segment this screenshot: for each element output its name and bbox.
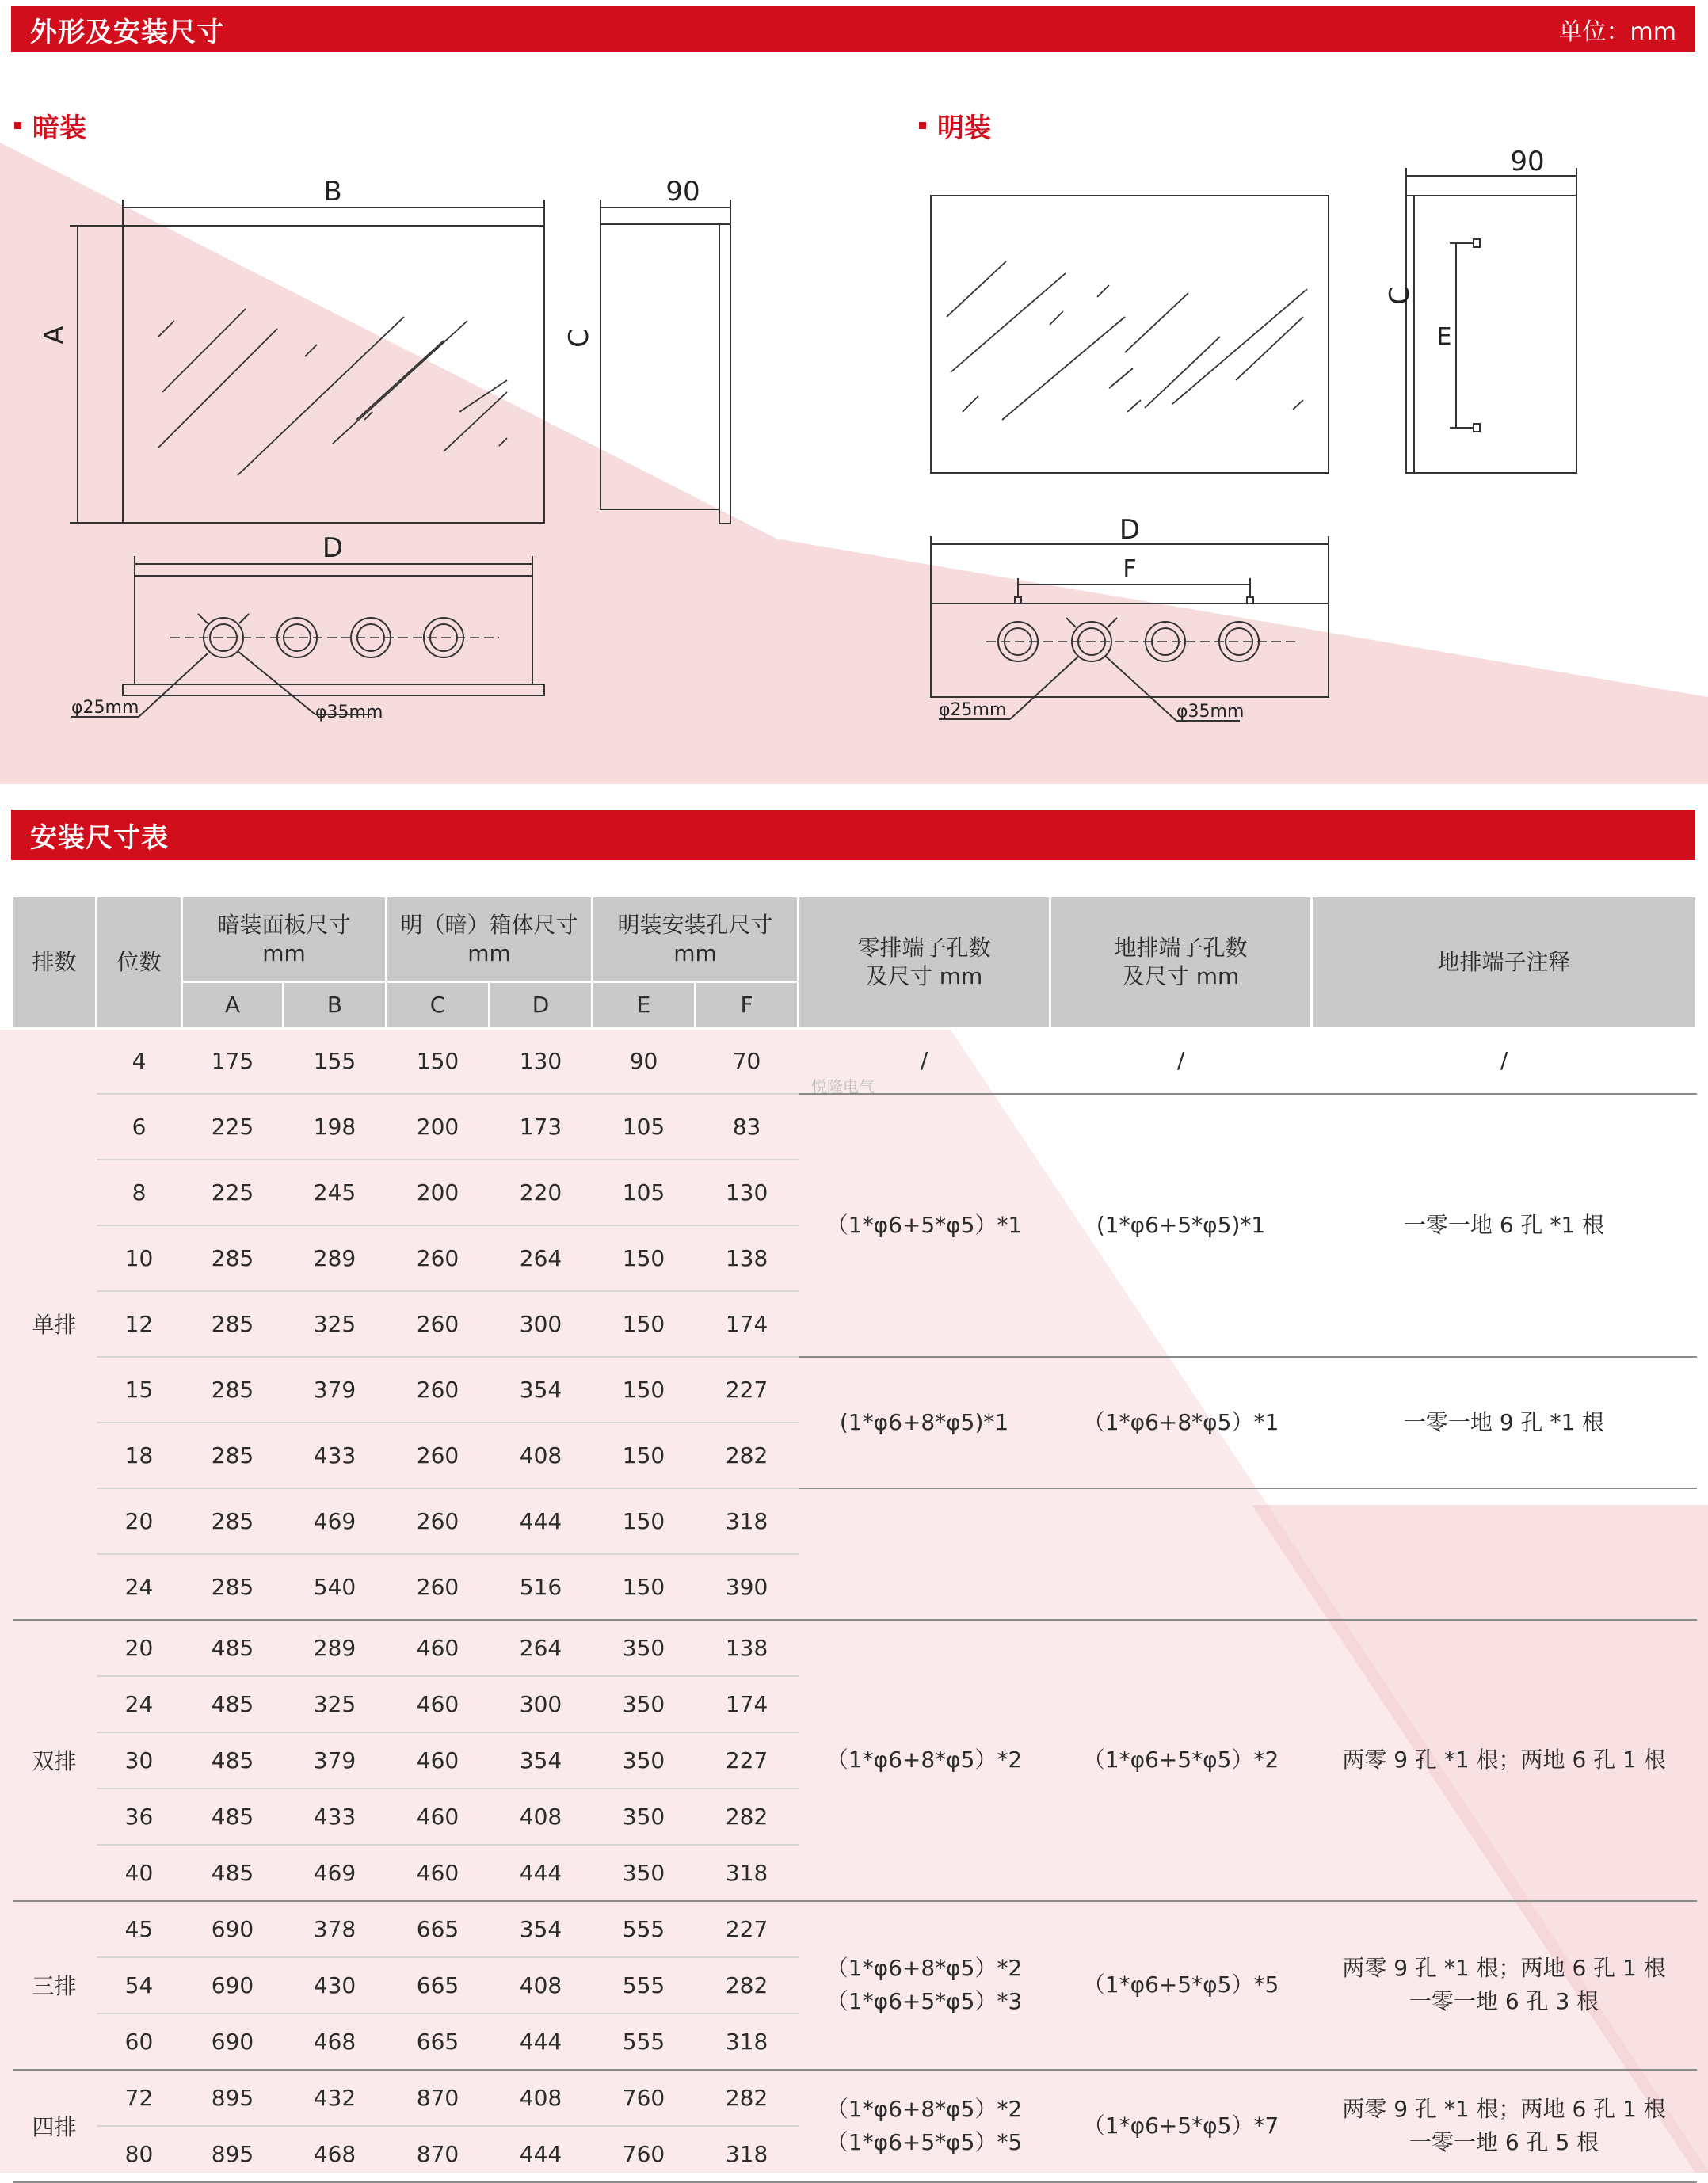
cell-dimension-e: 105 (593, 1160, 696, 1225)
cell-dimension-e: 105 (593, 1094, 696, 1160)
cell-dimension-b: 155 (284, 1028, 387, 1094)
hole-label-small: φ25mm (939, 700, 1007, 720)
cell-note: 两零 9 孔 *1 根；两地 6 孔 1 根 (1312, 1620, 1697, 1901)
table-title: 安装尺寸表 (30, 821, 169, 854)
cell-dimension-f: 227 (696, 1357, 799, 1423)
cell-dimension-d: 516 (490, 1554, 593, 1620)
cell-note: 两零 9 孔 *1 根；两地 6 孔 1 根 一零一地 6 孔 3 根 (1312, 1901, 1697, 2070)
bullet-square-icon (14, 122, 21, 129)
th-sub-b: B (284, 982, 387, 1028)
cell-note (1312, 1488, 1697, 1620)
th-holes: 明装安装孔尺寸 mm (593, 897, 799, 982)
cell-dimension-d: 444 (490, 2126, 593, 2182)
cell-dimension-d: 408 (490, 2070, 593, 2126)
cell-neutral: （1*φ6+8*φ5）*2 （1*φ6+5*φ5）*3 (799, 1901, 1050, 2070)
cell-dimension-b: 245 (284, 1160, 387, 1225)
table-row (13, 2070, 1697, 2126)
cell-dimension-d: 220 (490, 1160, 593, 1225)
cell-dimension-f: 130 (696, 1160, 799, 1225)
cell-note: / (1312, 1028, 1697, 1094)
dim-label-d: D (322, 532, 344, 564)
cell-dimension-d: 354 (490, 1901, 593, 1957)
cell-dimension-b: 198 (284, 1094, 387, 1160)
dim-label-depth: 90 (1510, 150, 1545, 177)
cell-dimension-a: 175 (182, 1028, 284, 1094)
dim-label-depth: 90 (665, 176, 700, 208)
cell-positions: 10 (97, 1225, 182, 1291)
table-title-bar (11, 810, 1695, 860)
cell-dimension-f: 138 (696, 1225, 799, 1291)
table-row (13, 1357, 1697, 1423)
cell-dimension-b: 468 (284, 2013, 387, 2070)
cell-dimension-d: 173 (490, 1094, 593, 1160)
cell-dimension-d: 354 (490, 1357, 593, 1423)
row-group-label: 双排 (13, 1620, 97, 1901)
header-bar (11, 6, 1695, 52)
cell-dimension-c: 460 (387, 1732, 490, 1789)
surface-mount-drawing (856, 150, 1708, 737)
cell-positions: 15 (97, 1357, 182, 1423)
cell-ground: （1*φ6+8*φ5）*1 (1050, 1357, 1312, 1488)
cell-dimension-d: 264 (490, 1225, 593, 1291)
cell-dimension-b: 433 (284, 1789, 387, 1845)
cell-dimension-f: 174 (696, 1291, 799, 1357)
cell-dimension-b: 540 (284, 1554, 387, 1620)
row-group-label: 单排 (13, 1028, 97, 1620)
cell-positions: 24 (97, 1676, 182, 1732)
cell-dimension-c: 260 (387, 1225, 490, 1291)
cell-dimension-c: 870 (387, 2126, 490, 2182)
cell-dimension-b: 289 (284, 1225, 387, 1291)
side-view-outline (600, 224, 719, 509)
label-flush-mount: 暗装 (14, 106, 86, 145)
side-view-outline (1406, 196, 1576, 473)
cell-dimension-f: 282 (696, 1423, 799, 1488)
cell-dimension-f: 227 (696, 1901, 799, 1957)
cell-dimension-b: 469 (284, 1845, 387, 1901)
cell-dimension-a: 690 (182, 2013, 284, 2070)
cell-dimension-c: 460 (387, 1676, 490, 1732)
cell-dimension-e: 555 (593, 1957, 696, 2013)
cell-dimension-c: 260 (387, 1554, 490, 1620)
cell-dimension-f: 282 (696, 1789, 799, 1845)
cell-dimension-a: 690 (182, 1957, 284, 2013)
cell-dimension-c: 665 (387, 1957, 490, 2013)
cell-dimension-a: 285 (182, 1357, 284, 1423)
table-row (13, 1620, 1697, 1676)
unit-label: 单位：mm (1558, 18, 1676, 46)
cell-dimension-d: 444 (490, 1845, 593, 1901)
cell-dimension-f: 227 (696, 1732, 799, 1789)
dim-label-e: E (1436, 323, 1452, 351)
row-group-label: 四排 (13, 2070, 97, 2182)
cell-dimension-d: 354 (490, 1732, 593, 1789)
cell-dimension-a: 285 (182, 1488, 284, 1554)
cell-dimension-f: 318 (696, 1845, 799, 1901)
table-row (13, 1488, 1697, 1554)
dim-label-a: A (39, 326, 71, 345)
table-row (13, 1901, 1697, 1957)
th-positions: 位数 (97, 897, 182, 1028)
cell-note: 两零 9 孔 *1 根；两地 6 孔 1 根 一零一地 6 孔 5 根 (1312, 2070, 1697, 2182)
cell-dimension-b: 469 (284, 1488, 387, 1554)
cell-ground (1050, 1488, 1312, 1620)
cell-dimension-b: 432 (284, 2070, 387, 2126)
cell-dimension-e: 760 (593, 2126, 696, 2182)
cell-note: 一零一地 6 孔 *1 根 (1312, 1094, 1697, 1357)
cell-neutral: （1*φ6+8*φ5）*2 （1*φ6+5*φ5）*5 (799, 2070, 1050, 2182)
cell-ground: （1*φ6+5*φ5）*5 (1050, 1901, 1312, 2070)
th-sub-c: C (387, 982, 490, 1028)
cell-dimension-c: 665 (387, 2013, 490, 2070)
cell-ground: （1*φ6+5*φ5）*2 (1050, 1620, 1312, 1901)
cell-positions: 45 (97, 1901, 182, 1957)
cell-dimension-a: 485 (182, 1732, 284, 1789)
cell-positions: 80 (97, 2126, 182, 2182)
cell-positions: 54 (97, 1957, 182, 2013)
cell-dimension-b: 325 (284, 1676, 387, 1732)
cell-note: 一零一地 9 孔 *1 根 (1312, 1357, 1697, 1488)
cell-dimension-a: 485 (182, 1676, 284, 1732)
th-box: 明（暗）箱体尺寸 mm (387, 897, 593, 982)
cell-dimension-e: 350 (593, 1732, 696, 1789)
bottom-view-outline (135, 576, 532, 684)
cell-ground: （1*φ6+5*φ5）*7 (1050, 2070, 1312, 2182)
cell-dimension-a: 285 (182, 1554, 284, 1620)
cell-dimension-e: 350 (593, 1676, 696, 1732)
cell-dimension-d: 130 (490, 1028, 593, 1094)
page-title: 外形及安装尺寸 (30, 16, 224, 48)
cell-dimension-b: 289 (284, 1620, 387, 1676)
cell-dimension-b: 379 (284, 1357, 387, 1423)
th-panel: 暗装面板尺寸 mm (182, 897, 387, 982)
cell-dimension-e: 555 (593, 2013, 696, 2070)
cell-dimension-b: 379 (284, 1732, 387, 1789)
cell-neutral: (1*φ6+8*φ5)*1 (799, 1357, 1050, 1488)
cell-dimension-a: 690 (182, 1901, 284, 1957)
cell-neutral: （1*φ6+8*φ5）*2 (799, 1620, 1050, 1901)
th-sub-f: F (696, 982, 799, 1028)
th-rows: 排数 (13, 897, 97, 1028)
cell-positions: 24 (97, 1554, 182, 1620)
cell-dimension-c: 150 (387, 1028, 490, 1094)
cell-dimension-a: 225 (182, 1094, 284, 1160)
cell-positions: 60 (97, 2013, 182, 2070)
cell-dimension-e: 350 (593, 1789, 696, 1845)
cell-dimension-e: 150 (593, 1488, 696, 1554)
cell-dimension-e: 150 (593, 1357, 696, 1423)
cell-dimension-e: 150 (593, 1554, 696, 1620)
cell-dimension-c: 460 (387, 1845, 490, 1901)
cell-dimension-e: 150 (593, 1291, 696, 1357)
table-body (13, 1028, 1697, 2182)
cell-positions: 40 (97, 1845, 182, 1901)
cell-dimension-e: 150 (593, 1423, 696, 1488)
cell-dimension-f: 390 (696, 1554, 799, 1620)
dim-label-c: C (563, 329, 595, 348)
label-surface-mount: 明装 (919, 106, 991, 145)
cell-dimension-c: 460 (387, 1789, 490, 1845)
cell-dimension-c: 260 (387, 1291, 490, 1357)
th-neutral: 零排端子孔数 及尺寸 mm (799, 897, 1050, 1028)
cell-dimension-a: 485 (182, 1620, 284, 1676)
cell-positions: 30 (97, 1732, 182, 1789)
cell-ground: (1*φ6+5*φ5)*1 (1050, 1094, 1312, 1357)
cell-dimension-c: 260 (387, 1423, 490, 1488)
cell-positions: 20 (97, 1620, 182, 1676)
cell-dimension-c: 260 (387, 1357, 490, 1423)
cell-dimension-c: 460 (387, 1620, 490, 1676)
cell-positions: 36 (97, 1789, 182, 1845)
cell-dimension-b: 325 (284, 1291, 387, 1357)
cell-dimension-a: 225 (182, 1160, 284, 1225)
cell-dimension-b: 378 (284, 1901, 387, 1957)
cell-dimension-a: 485 (182, 1789, 284, 1845)
cell-ground: / (1050, 1028, 1312, 1094)
cell-dimension-c: 200 (387, 1094, 490, 1160)
th-note: 地排端子注释 (1312, 897, 1697, 1028)
cell-dimension-f: 282 (696, 2070, 799, 2126)
bottom-view-outline (931, 604, 1329, 697)
front-panel-outline (123, 226, 544, 523)
cell-dimension-c: 200 (387, 1160, 490, 1225)
dim-label-d: D (1119, 514, 1141, 546)
cell-positions: 4 (97, 1028, 182, 1094)
cell-dimension-f: 318 (696, 2126, 799, 2182)
th-sub-d: D (490, 982, 593, 1028)
th-sub-a: A (182, 982, 284, 1028)
cell-dimension-f: 282 (696, 1957, 799, 2013)
cell-dimension-e: 555 (593, 1901, 696, 1957)
cell-dimension-d: 264 (490, 1620, 593, 1676)
cell-dimension-d: 408 (490, 1957, 593, 2013)
cell-positions: 8 (97, 1160, 182, 1225)
cell-positions: 20 (97, 1488, 182, 1554)
cell-dimension-f: 318 (696, 1488, 799, 1554)
cell-dimension-a: 485 (182, 1845, 284, 1901)
hole-label-large: φ35mm (1176, 702, 1245, 722)
cell-positions: 72 (97, 2070, 182, 2126)
watermark-logo: 悦隆电气 (811, 1077, 875, 1096)
cell-dimension-c: 665 (387, 1901, 490, 1957)
cell-dimension-d: 300 (490, 1676, 593, 1732)
dim-label-f: F (1123, 555, 1137, 583)
cell-dimension-e: 350 (593, 1620, 696, 1676)
cell-dimension-f: 70 (696, 1028, 799, 1094)
cell-neutral: （1*φ6+5*φ5）*1 (799, 1094, 1050, 1357)
table-row (13, 1094, 1697, 1160)
cell-dimension-e: 150 (593, 1225, 696, 1291)
row-group-label: 三排 (13, 1901, 97, 2070)
cell-dimension-a: 895 (182, 2126, 284, 2182)
hole-label-small: φ25mm (71, 698, 139, 718)
cell-dimension-e: 350 (593, 1845, 696, 1901)
cell-dimension-d: 444 (490, 1488, 593, 1554)
table-row (13, 1028, 1697, 1094)
cell-dimension-d: 408 (490, 1423, 593, 1488)
cell-neutral (799, 1488, 1050, 1620)
cell-dimension-a: 285 (182, 1225, 284, 1291)
th-sub-e: E (593, 982, 696, 1028)
cell-dimension-a: 285 (182, 1291, 284, 1357)
cell-dimension-b: 433 (284, 1423, 387, 1488)
cell-dimension-c: 870 (387, 2070, 490, 2126)
cell-dimension-a: 895 (182, 2070, 284, 2126)
front-view-outline (931, 196, 1329, 473)
cell-positions: 6 (97, 1094, 182, 1160)
cell-dimension-e: 760 (593, 2070, 696, 2126)
cell-dimension-d: 300 (490, 1291, 593, 1357)
cell-neutral: / (799, 1028, 1050, 1094)
cell-dimension-f: 138 (696, 1620, 799, 1676)
th-ground: 地排端子孔数 及尺寸 mm (1050, 897, 1312, 1028)
cell-dimension-d: 444 (490, 2013, 593, 2070)
dim-label-b: B (323, 176, 342, 208)
cell-positions: 18 (97, 1423, 182, 1488)
cell-dimension-d: 408 (490, 1789, 593, 1845)
flush-mount-drawing (0, 150, 856, 737)
dim-label-c: C (1384, 286, 1416, 305)
cell-positions: 12 (97, 1291, 182, 1357)
cell-dimension-b: 430 (284, 1957, 387, 2013)
cell-dimension-a: 285 (182, 1423, 284, 1488)
cell-dimension-c: 260 (387, 1488, 490, 1554)
cell-dimension-b: 468 (284, 2126, 387, 2182)
cell-dimension-e: 90 (593, 1028, 696, 1094)
cell-dimension-f: 83 (696, 1094, 799, 1160)
installation-dimension-table (11, 895, 1698, 2183)
hole-label-large: φ35mm (315, 703, 383, 722)
bullet-square-icon (919, 122, 926, 129)
cell-dimension-f: 174 (696, 1676, 799, 1732)
cell-dimension-f: 318 (696, 2013, 799, 2070)
